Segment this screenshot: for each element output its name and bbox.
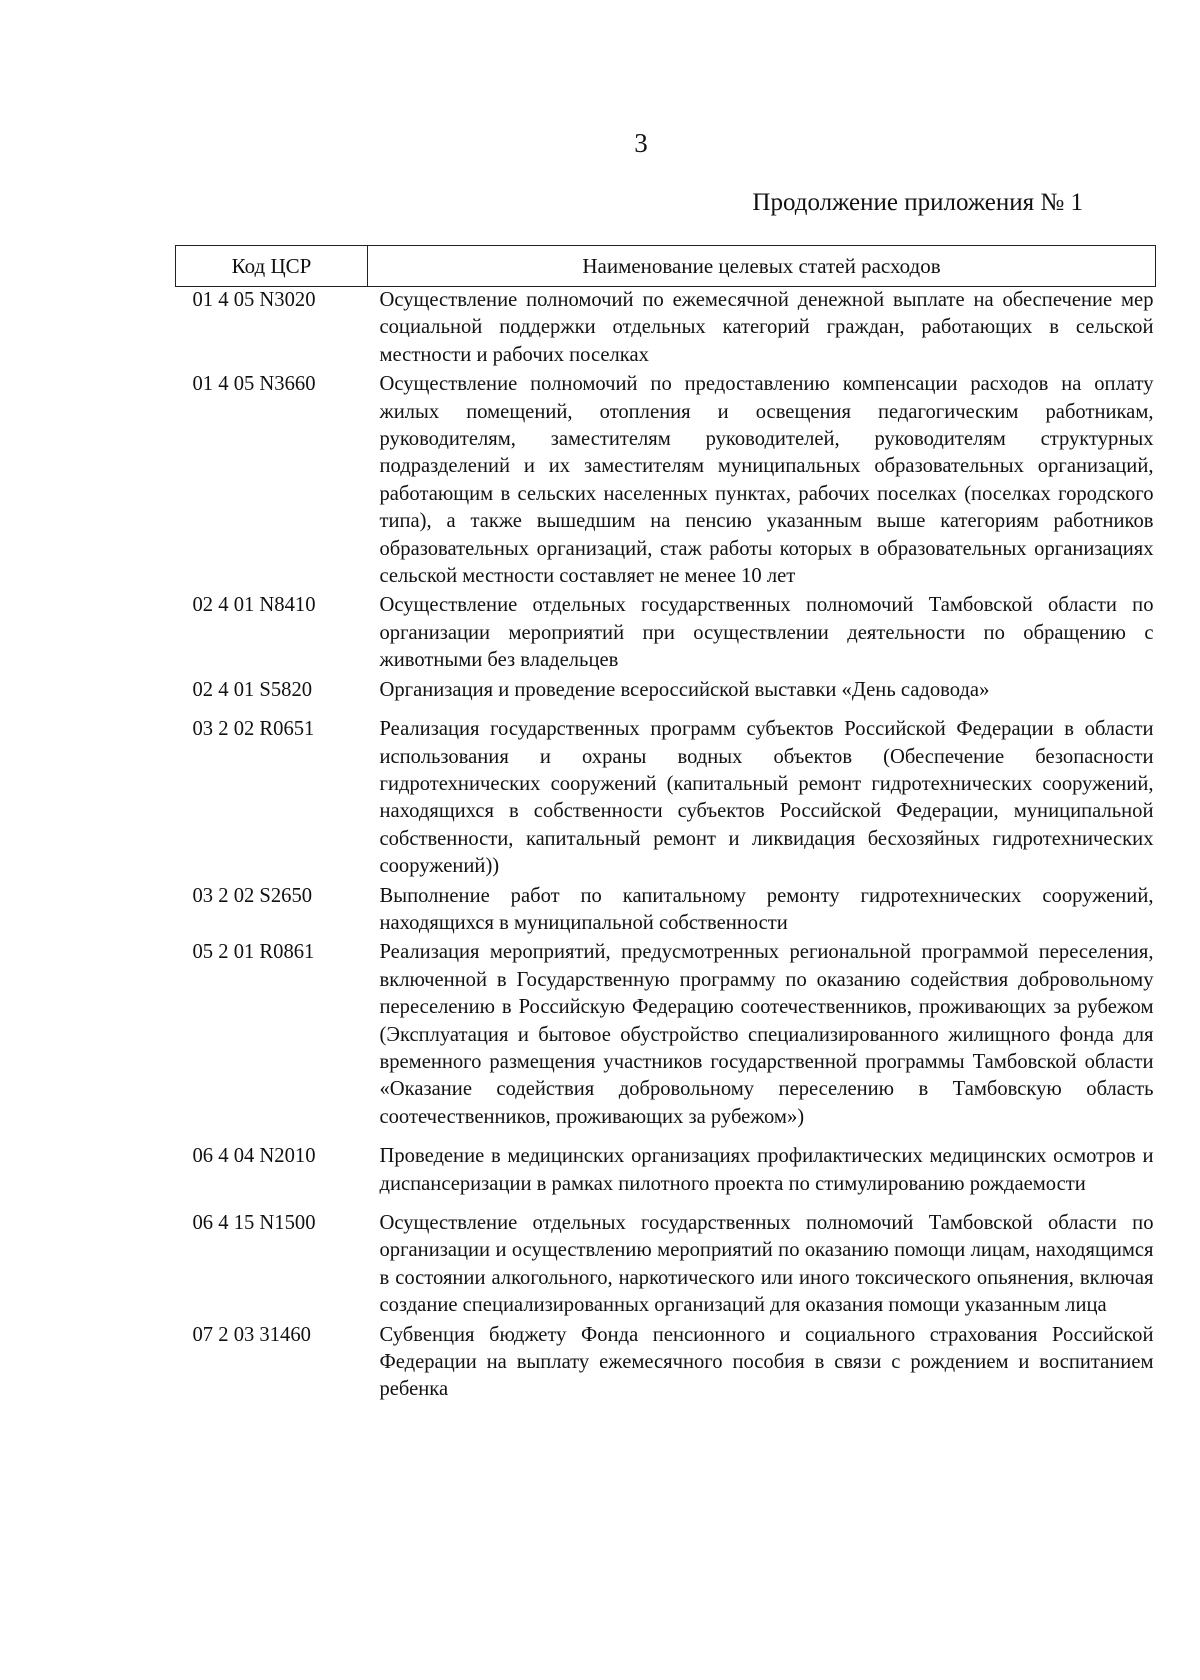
row-code: 05 2 01 R0861 [192, 941, 315, 964]
budget-items-table [175, 245, 1155, 1406]
row-name: Проведение в медицинских организациях профилактических медицинских осмотров и диспансеризации в рамках пилотного проекта по стимулированию рождаемости [379, 1145, 1154, 1195]
table-row [176, 1143, 1156, 1210]
table-row [176, 1210, 1156, 1322]
row-code: 06 4 04 N2010 [192, 1145, 316, 1168]
table-row [176, 1322, 1156, 1406]
row-name: Осуществление полномочий по ежемесячной денежной выплате на обеспечение мер социальной поддержки отдельных категорий граждан, работающих в сельской местности и рабочих поселках [379, 289, 1154, 366]
header-code: Код ЦСР [176, 246, 368, 287]
row-name: Осуществление полномочий по предоставлению компенсации расходов на оплату жилых помещений, отопления и освещения педагогическим работникам, руководителям, заместителям руководителей, руководителям структурных подразделений и их заместителям муниципальных образовательных организаций, работающим в сельских населенных пунктах, рабочих поселках (поселках городского типа), а также вышедшим на пенсию указанным выше категориям работников образовательных организаций, стаж работы которых в образовательных организациях сельской местности составляет не менее 10 лет [379, 373, 1154, 588]
row-code: 01 4 05 N3020 [192, 289, 316, 311]
table-row [176, 716, 1156, 882]
table-row [176, 677, 1156, 716]
row-name: Осуществление отдельных государственных полномочий Тамбовской области по организации мероприятий при осуществлении деятельности по обращению с животными без владельцев [379, 594, 1154, 672]
row-code: 03 2 02 S2650 [192, 884, 313, 907]
row-name: Реализация государственных программ субъектов Российской Федерации в области использования и охраны водных объектов (Обеспечение безопасности гидротехнических сооружений (капитальный ремонт гидротехнических сооружений, находящихся в собственности субъектов Российской Федерации, муниципальной собственности, капитальный ремонт и ликвидация бесхозяйных гидротехнических сооружений)) [379, 718, 1154, 878]
row-name: Реализация мероприятий, предусмотренных региональной программой переселения, включенной в Государственную программу по оказанию содействия добровольному переселению в Российскую Федерацию соотечественников, проживающих за рубежом (Эксплуатация и бытовое обустройство специализированного жилищного фонда для временного размещения участников государственной программы Тамбовской области «Оказание содействия добровольному переселению в Тамбовскую область соотечественников, проживающих за рубежом») [379, 941, 1154, 1128]
row-code: 02 4 01 S5820 [192, 678, 313, 701]
row-code: 02 4 01 N8410 [192, 594, 316, 617]
row-code: 01 4 05 N3660 [192, 373, 316, 396]
table-row [176, 883, 1156, 940]
table-row [176, 939, 1156, 1143]
table-row [176, 371, 1156, 592]
table-header-row [176, 246, 1156, 287]
table-row [176, 287, 1156, 372]
page-number: 3 [634, 128, 648, 158]
row-code: 07 2 03 31460 [192, 1323, 311, 1346]
header-name: Наименование целевых статей расходов [368, 246, 1156, 287]
row-name: Выполнение работ по капитальному ремонту гидротехнических сооружений, находящихся в муниципальной собственности [379, 884, 1154, 934]
row-code: 03 2 02 R0651 [192, 718, 315, 741]
row-name: Организация и проведение всероссийской выставки «День садовода» [379, 678, 990, 701]
table-row [176, 592, 1156, 676]
row-code: 06 4 15 N1500 [192, 1212, 316, 1234]
row-name: Осуществление отдельных государственных полномочий Тамбовской области по организации и осуществлению мероприятий по оказанию помощи лицам, находящимся в состоянии алкогольного, наркотического или иного токсического опьянения, включая создание специализированных организаций для оказания помощи указанным лица [379, 1212, 1154, 1317]
row-name: Субвенция бюджету Фонда пенсионного и социального страхования Российской Федерации на выплату ежемесячного пособия в связи с рождением и воспитанием ребенка [379, 1323, 1154, 1401]
appendix-caption: Продолжение приложения № 1 [752, 189, 1083, 216]
